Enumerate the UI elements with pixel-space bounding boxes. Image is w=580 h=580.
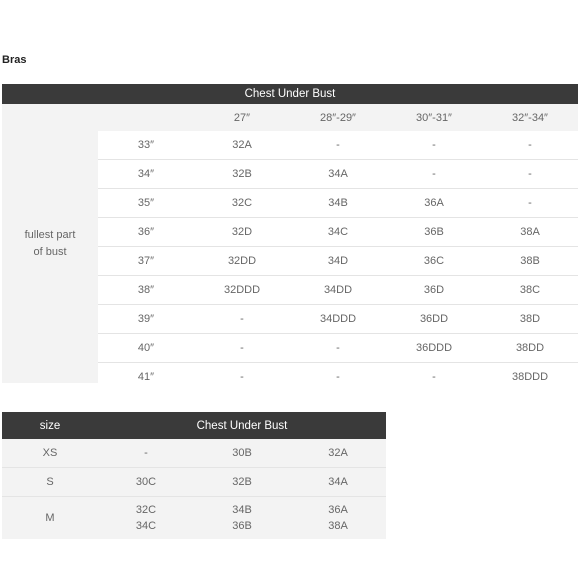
bust-size-cell: 38″ [98,276,194,304]
size-cell: - [240,371,244,383]
size-cell: 34C [327,226,349,238]
size-cell: - [432,371,436,383]
size-cell: - [528,197,532,209]
size-cell: 36C [423,255,445,267]
table-row [98,362,578,391]
size-value: 34B [232,504,252,516]
bust-size-cell: 35″ [98,189,194,217]
bust-size-cell: 39″ [98,305,194,333]
chest-column-header: Chest Under Bust [196,419,288,432]
size-value: 36B [232,520,252,532]
row-group-label-line2: of bust [33,245,67,258]
size-value: 32B [232,476,252,488]
size-cell: 34DDD [319,313,357,325]
size-cell: 34B [328,197,348,209]
size-cell: 36A [424,197,444,209]
table-row [98,188,578,217]
table-row [2,496,386,539]
bust-size-cell: 33″ [98,131,194,159]
column-header: 27″ [233,111,251,124]
size-cell: - [240,342,244,354]
size-cell: 32A [232,139,252,151]
size-cell: 32DD [227,255,257,267]
table-row [98,131,578,159]
size-value: 34A [328,476,348,488]
size-label-cell: XS [42,447,58,459]
table-row [98,246,578,275]
row-group-label [2,104,98,383]
size-value: 32C [135,504,157,516]
size-label-cell: M [45,512,55,524]
size-cell: 38B [520,255,540,267]
size-cell [194,497,290,539]
size-column-header: size [39,419,61,432]
size-cell: 36DDD [415,342,453,354]
size-cell: - [432,139,436,151]
table-row [98,275,578,304]
size-cell: 32B [232,168,252,180]
size-cell [194,439,290,467]
bust-size-cell: 40″ [98,334,194,362]
size-cell: 38DDD [511,371,549,383]
size-cell [98,497,194,539]
size-cell: 34A [328,168,348,180]
bra-size-table [2,84,578,383]
table-row [2,467,386,496]
size-value: 30B [232,447,252,459]
size-cell: - [240,313,244,325]
size-cell: 38D [519,313,541,325]
size-value: 38A [328,520,348,532]
table-body [2,104,578,383]
size-value: 36A [328,504,348,516]
size-cell: 32D [231,226,253,238]
bust-size-cell: 34″ [98,160,194,188]
size-table-rows [2,439,386,539]
row-group-label-line1: fullest part [24,228,76,241]
size-cell: - [336,139,340,151]
size-cell: - [336,371,340,383]
size-cell: 36D [423,284,445,296]
size-cell [290,468,386,496]
size-cell [98,468,194,496]
size-cell [290,439,386,467]
table-row [98,304,578,333]
table-row [98,159,578,188]
size-cell: 34D [327,255,349,267]
table-grid [98,104,578,391]
size-cell [98,439,194,467]
size-cell: 34DD [323,284,353,296]
size-cell: 38C [519,284,541,296]
table-rows [98,131,578,391]
size-cell: 36B [424,226,444,238]
column-header: 28″-29″ [320,111,356,124]
column-header: 30″-31″ [416,111,452,124]
size-cell: 36DD [419,313,449,325]
bust-size-cell: 41″ [98,363,194,391]
page-title: Bras [2,54,27,66]
size-cell: 32DDD [223,284,261,296]
size-cell: - [528,139,532,151]
table-header: Chest Under Bust [2,84,578,104]
size-value: - [144,447,148,459]
size-cell: 38A [520,226,540,238]
size-table-header [2,412,386,439]
size-cell [290,497,386,539]
size-cell: - [432,168,436,180]
bust-size-cell: 36″ [98,218,194,246]
column-header-row [98,104,578,131]
table-row [2,439,386,467]
table-row [98,333,578,362]
size-cell: 32C [231,197,253,209]
size-value: 34C [135,520,157,532]
bust-size-cell: 37″ [98,247,194,275]
size-value: 32A [328,447,348,459]
size-cell [194,468,290,496]
size-value: 30C [135,476,157,488]
table-row [98,217,578,246]
column-header: 32″-34″ [512,111,548,124]
size-table [2,412,386,539]
size-cell: 38DD [515,342,545,354]
size-label-cell: S [46,476,54,488]
size-cell: - [336,342,340,354]
size-cell: - [528,168,532,180]
